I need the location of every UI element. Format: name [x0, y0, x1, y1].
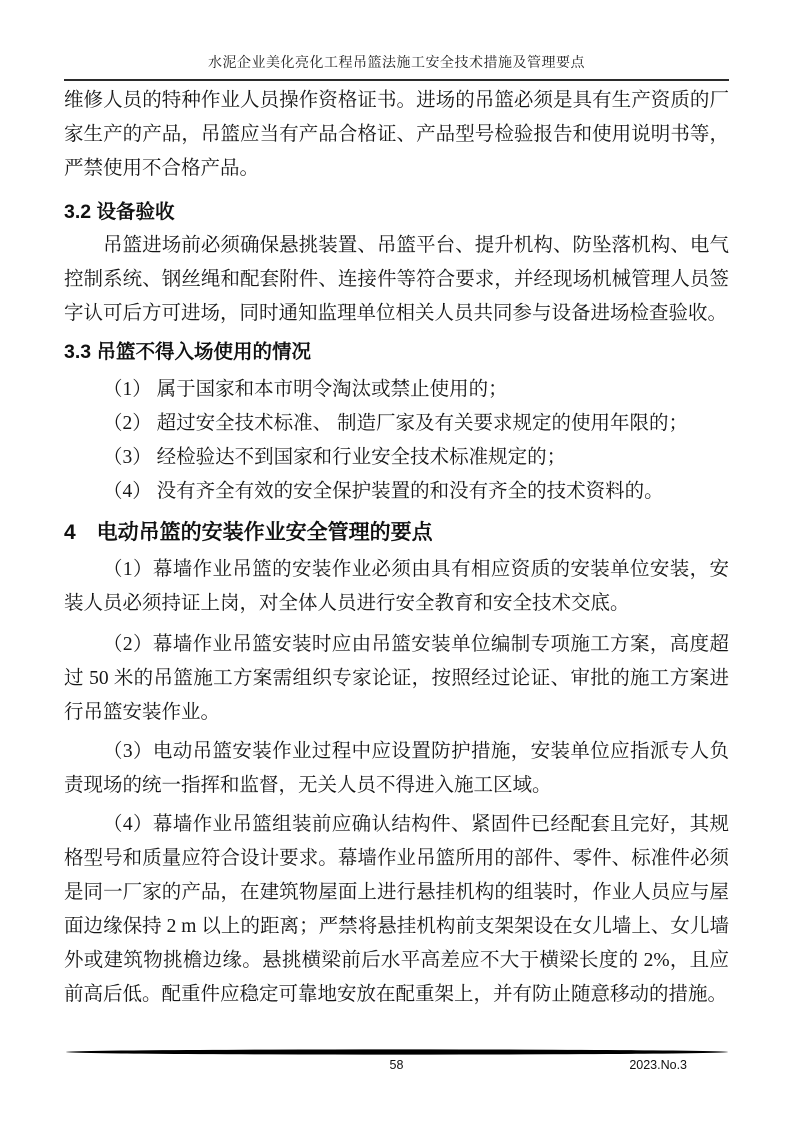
page-content — [64, 52, 729, 1012]
list-item-4: （4） 没有齐全有效的安全保护装置的和没有齐全的技术资料的。 — [103, 481, 664, 502]
footer-rule-bar — [66, 1048, 728, 1056]
running-header-title: 水泥企业美化亮化工程吊篮法施工安全技术措施及管理要点 — [208, 56, 585, 71]
list-item-3: （3） 经检验达不到国家和行业安全技术标准规定的； — [103, 447, 567, 468]
header-rule — [64, 79, 729, 81]
page-header — [64, 52, 729, 81]
section-3-2-paragraph: 吊篮进场前必须确保悬挑装置、吊篮平台、提升机构、防坠落机构、电气控制系统、钢丝绳和配套附件、连接件等符合要求，并经现场机械管理人员签字认可后方可进场，同时通知监理单位相关人员共同参与设备进场检查验收。 — [64, 235, 729, 324]
list-item-1: （1） 属于国家和本市明令淘汰或禁止使用的； — [103, 379, 508, 400]
list-item-2: （2） 超过安全技术标准、 制造厂家及有关要求规定的使用年限的； — [103, 413, 689, 434]
section-4-paragraph-4: （4）幕墙作业吊篮组装前应确认结构件、紧固件已经配套且完好，其规格型号和质量应符合设计要求。幕墙作业吊篮所用的部件、零件、标准件必须是同一厂家的产品，在建筑物屋面上进行悬挂机构的组装时，作业人员应与屋面边缘保持 2 m 以上的距离；严禁将悬挂机构前支架架设在女儿墙上、女儿墙外或建筑物挑檐边缘。悬挑横梁前后水平高差应不大于横梁长度的 2%，且应前高后低。配重件应稳定可靠地安放在配重架上，并有防止随意移动的措施。 — [64, 814, 729, 1005]
section-heading-3-2: 3.2 设备验收 — [64, 201, 175, 223]
section-3-3-list — [64, 373, 729, 509]
issue-number: 2023.No.3 — [629, 1058, 687, 1072]
page-footer — [64, 1058, 729, 1076]
page-number: 58 — [389, 1058, 404, 1072]
section-heading-3-3: 3.3 吊篮不得入场使用的情况 — [64, 341, 312, 363]
section-4-paragraph-1: （1）幕墙作业吊篮的安装作业必须由具有相应资质的安装单位安装，安装人员必须持证上岗，对全体人员进行安全教育和安全技术交底。 — [64, 559, 729, 614]
footer-rule-shape — [66, 1048, 728, 1056]
intro-paragraph: 维修人员的特种作业人员操作资格证书。进场的吊篮必须是具有生产资质的厂家生产的产品，吊篮应当有产品合格证、产品型号检验报告和使用说明书等，严禁使用不合格产品。 — [64, 90, 729, 179]
section-4-paragraph-2: （2）幕墙作业吊篮安装时应由吊篮安装单位编制专项施工方案，高度超过 50 米的吊篮施工方案需组织专家论证，按照经过论证、审批的施工方案进行吊篮安装作业。 — [64, 634, 729, 723]
section-4-paragraph-3: （3）电动吊篮安装作业过程中应设置防护措施，安装单位应指派专人负责现场的统一指挥和监督，无关人员不得进入施工区域。 — [64, 741, 729, 796]
section-heading-4: 4 电动吊篮的安装作业安全管理的要点 — [64, 521, 433, 544]
